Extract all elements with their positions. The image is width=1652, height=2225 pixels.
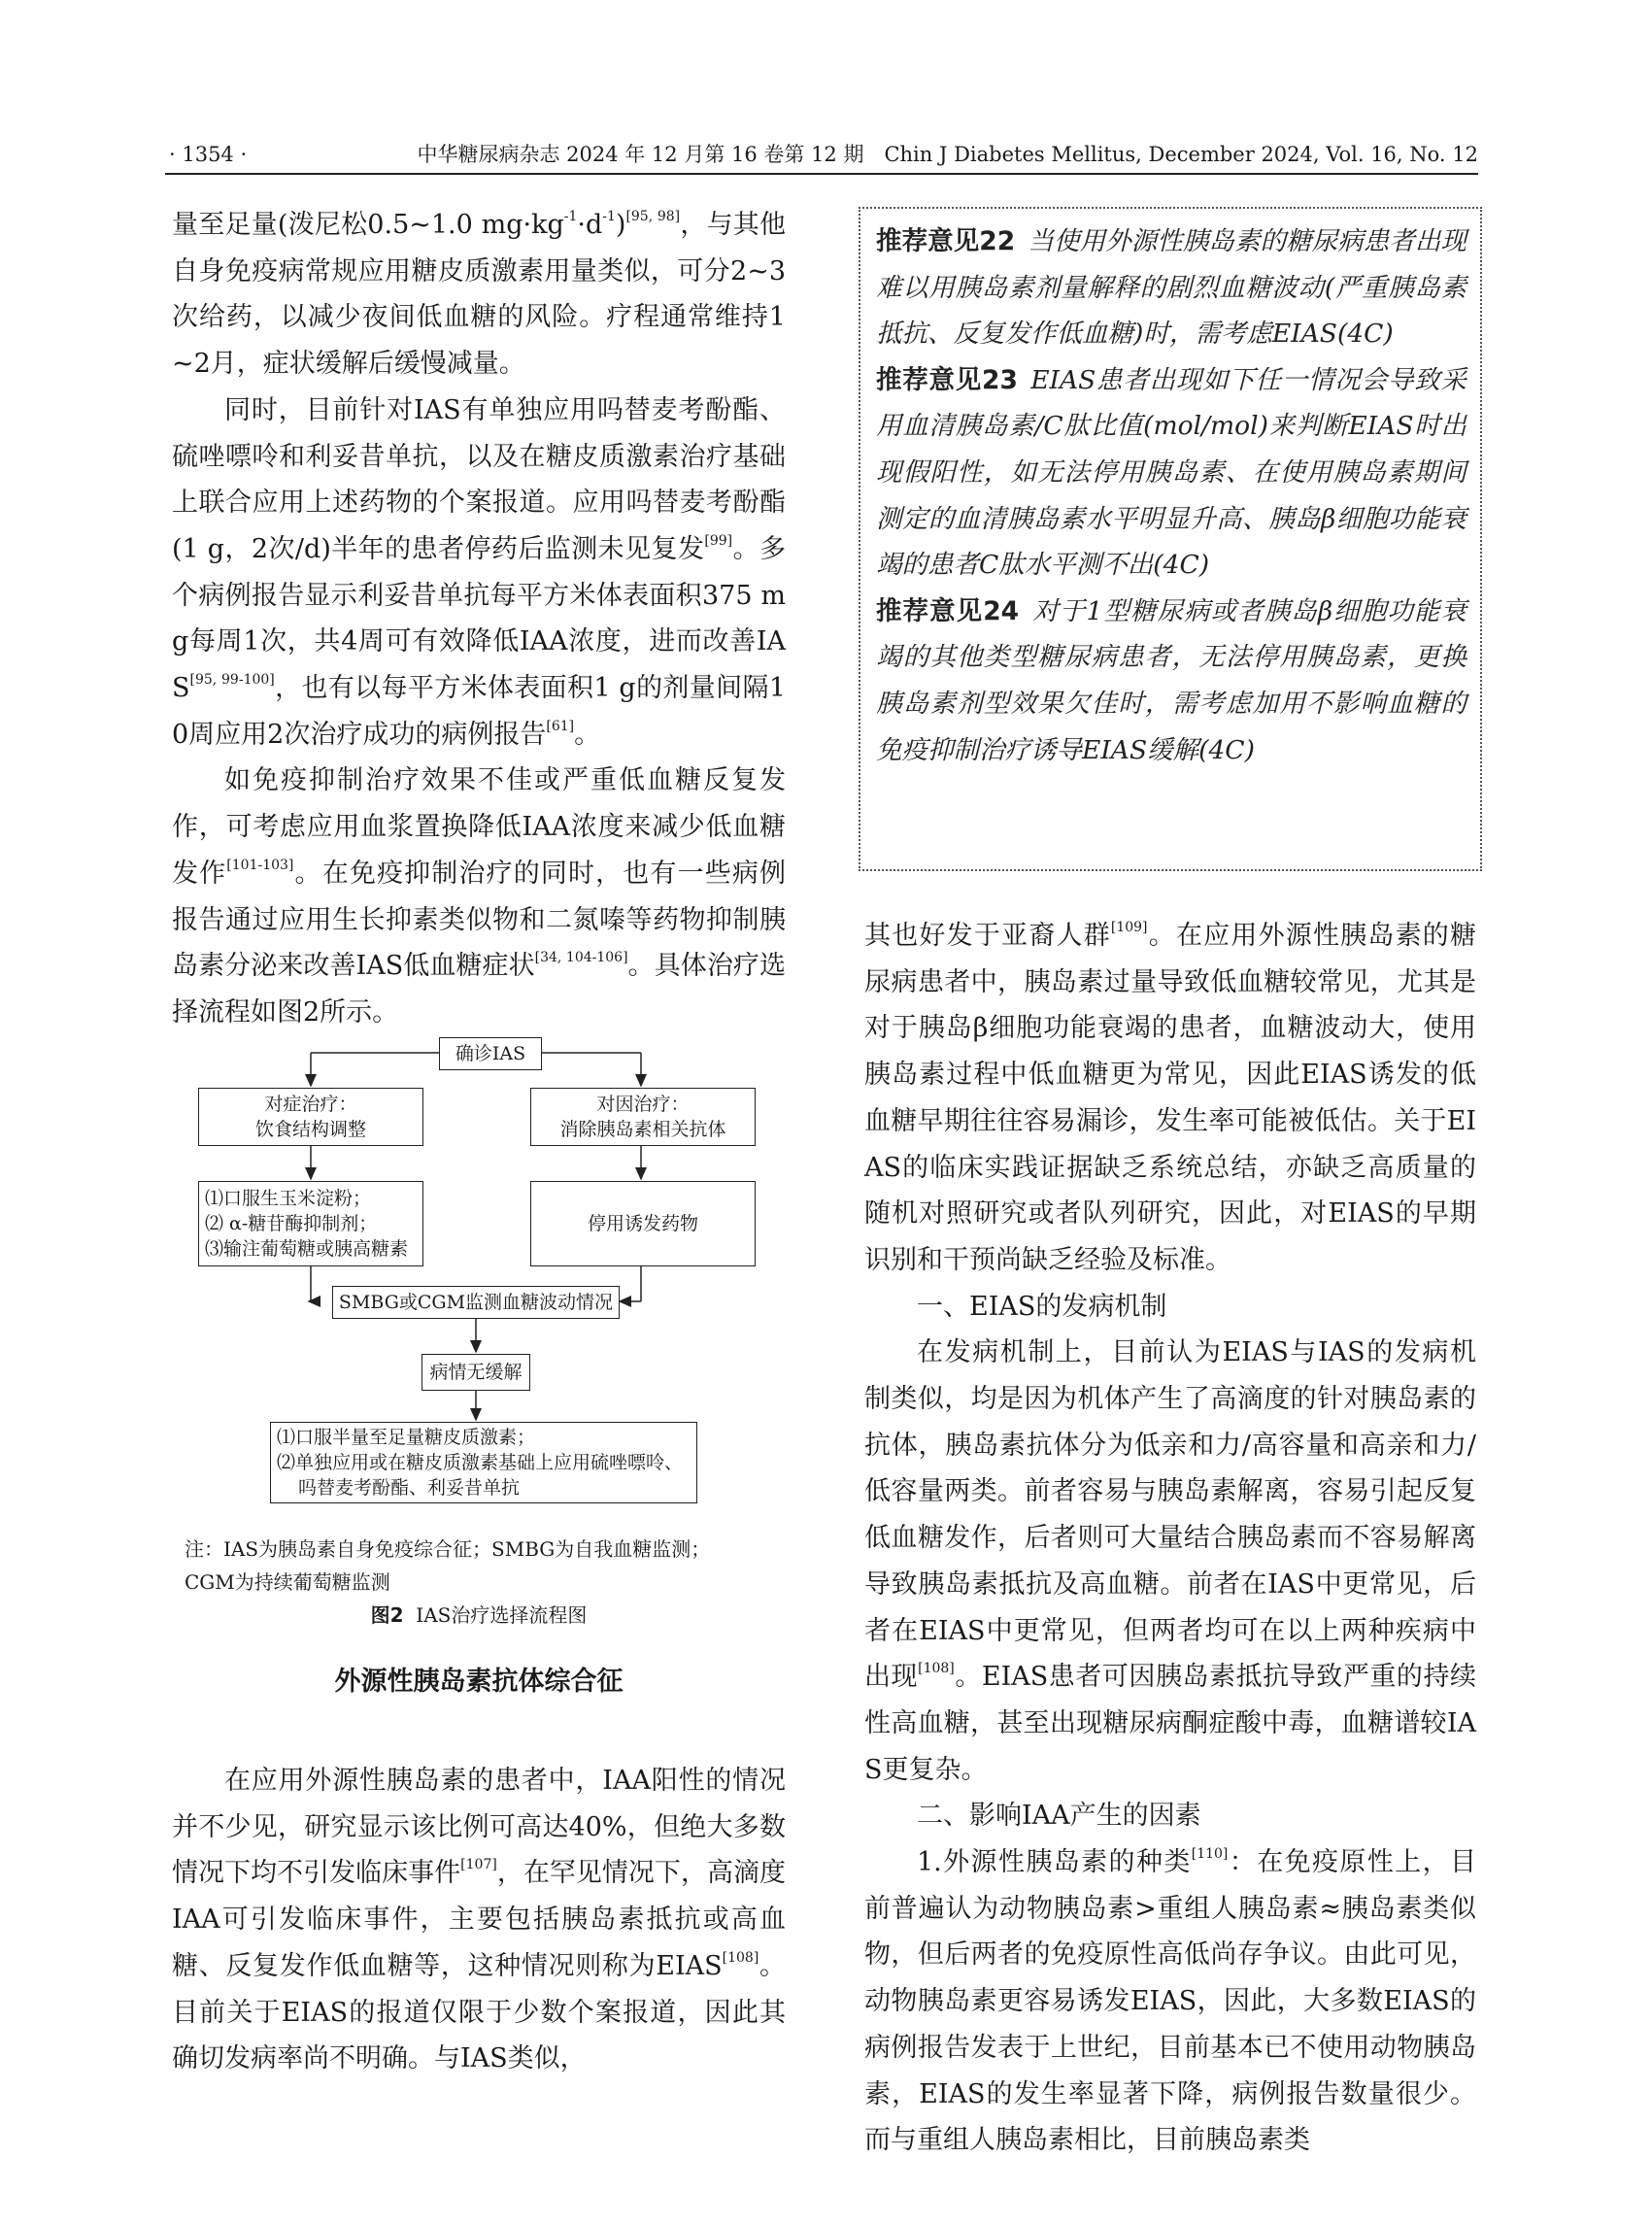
- box-confirm-ias: 确诊IAS: [439, 1037, 542, 1070]
- paragraph-eias-intro: 在应用外源性胰岛素的患者中，IAA阳性的情况并不少见，研究显示该比例可高达40%，但绝大多数情况下均不引发临床事件[107]，在罕见情况下，高滴度IAA可引发临床事件，主要包括胰岛素抵抗或高血糖、反复发作低血糖等，这种情况则称为EIAS[108]。目前关于EIAS的报道仅限于少数个案报道，因此其确切发病率尚不明确。与IAS类似，: [172, 1766, 786, 2074]
- paragraph-insulin-types: 1.外源性胰岛素的种类[110]：在免疫原性上，目前普遍认为动物胰岛素>重组人胰岛素≈胰岛素类似物，但后两者的免疫原性高低尚存争议。由此可见，动物胰岛素更容易诱发EIAS，因此，大多数EIAS的病例报告发表于上世纪，目前基本已不使用动物胰岛素，EIAS的发生率显著下降，病例报告数量很少。而与重组人胰岛素相比，目前胰岛素类: [864, 1846, 1476, 2156]
- box-etiologic-treatment: 对因治疗： 消除胰岛素相关抗体: [530, 1088, 756, 1146]
- running-header: [165, 136, 1478, 175]
- page-number: · 1354 ·: [169, 143, 248, 166]
- box-stop-inducing-drug: 停用诱发药物: [530, 1181, 756, 1266]
- citation: [107]: [460, 1857, 497, 1873]
- figure-label: 图2: [370, 1603, 404, 1627]
- recommendation-box: [859, 207, 1482, 871]
- paragraph-pathogenesis: 在发病机制上，目前认为EIAS与IAS的发病机制类似，均是因为机体产生了高滴度的针对胰岛素的抗体，胰岛素抗体分为低亲和力/高容量和高亲和力/低容量两类。前者容易与胰岛素解离，容易引起反复低血糖发作，后者则可大量结合胰岛素而不容易解离导致胰岛素抵抗及高血糖。前者在IAS中更常见，后者在EIAS中更常见，但两者均可在以上两种疾病中出现[108]。EIAS患者可因胰岛素抵抗导致严重的持续性高血糖，甚至出现糖尿病酮症酸中毒，血糖谱较IAS更复杂。: [864, 1337, 1477, 1785]
- paragraph-plasma-exchange: 如免疫抑制治疗效果不佳或严重低血糖反复发作，可考虑应用血浆置换降低IAA浓度来减少低血糖发作[101-103]。在免疫抑制治疗的同时，也有一些病例报告通过应用生长抑素类似物和二氮嗪等药物抑制胰岛素分泌来改善IAS低血糖症状[34, 104-106]。具体治疗选择流程如图2所示。: [172, 765, 787, 1028]
- section-heading-eias: 外源性胰岛素抗体综合征: [334, 1667, 624, 1697]
- paragraph-eias-epidemiology: 其也好发于亚裔人群[109]。在应用外源性胰岛素的糖尿病患者中，胰岛素过量导致低血糖较常见，尤其是对于胰岛β细胞功能衰竭的患者，血糖波动大，使用胰岛素过程中低血糖更为常见，因此EIAS诱发的低血糖早期往往容易漏诊，发生率可能被低估。关于EIAS的临床实践证据缺乏系统总结，亦缺乏高质量的随机对照研究或者队列研究，因此，对EIAS的早期识别和干预尚缺乏经验及标准。: [864, 920, 1477, 1275]
- left-column-top: [172, 202, 786, 1036]
- citation: [110]: [1191, 1846, 1229, 1863]
- recommendation-22: 推荐意见22 当使用外源性胰岛素的糖尿病患者出现难以用胰岛素剂量解释的剧烈血糖波动(严重胰岛素抵抗、反复发作低血糖)时，需考虑EIAS(4C): [876, 226, 1467, 350]
- paragraph-steroid-dose: 量至足量(泼尼松0.5~1.0 $mg\cdot kg^{-1}\cdot d^{-1})[95, 98]$，与其他自身免疫病常规应用糖皮质激素用量类似，可分2~3次给药，以减少夜间低血糖的风险。疗程通常维持1~2月，症状缓解后缓慢减量。: [172, 209, 787, 380]
- box-no-relief: 病情无缓解: [421, 1354, 530, 1391]
- paragraph-immunosuppression: 同时，目前针对IAS有单独应用吗替麦考酚酯、硫唑嘌呤和利妥昔单抗，以及在糖皮质激素治疗基础上联合应用上述药物的个案报道。应用吗替麦考酚酯(1 g，2次/d)半年的患者停药后监测未见复发[99]。多个病例报告显示利妥昔单抗每平方米体表面积375 mg每周1次，共4周可有效降低IAA浓度，进而改善IAS[95, 99-100]，也有以每平方米体表面积1 g的剂量间隔10周应用2次治疗成功的病例报告[61]。: [172, 394, 787, 750]
- box-symptomatic-treatment: 对症治疗： 饮食结构调整: [198, 1088, 423, 1146]
- citation: [109]: [1110, 920, 1148, 935]
- left-column-bottom: [172, 1758, 786, 2082]
- subheading-pathogenesis: 一、EIAS的发病机制: [917, 1291, 1167, 1322]
- box-further-treatment: ⑴口服半量至足量糖皮质激素； ⑵单独应用或在糖皮质激素基础上应用硫唑嘌呤、 吗替麦考酚酯、利妥昔单抗: [270, 1422, 697, 1503]
- figure-caption: 图2 IAS治疗选择流程图: [370, 1603, 588, 1627]
- citation: [99]: [704, 532, 733, 549]
- citation: [108]: [918, 1661, 955, 1677]
- right-column: [864, 913, 1476, 2164]
- citation: [95, 98]: [625, 209, 681, 224]
- recommendation-23: 推荐意见23 EIAS患者出现如下任一情况会导致采用血清胰岛素/C肽比值(mol/mol)来判断EIAS时出现假阳性，如无法停用胰岛素、在使用胰岛素期间测定的血清胰岛素水平明显升高、胰岛β细胞功能衰竭的患者C肽水平测不出(4C): [876, 364, 1467, 581]
- citation: [108]: [722, 1949, 759, 1966]
- citation: [101-103]: [226, 857, 294, 873]
- box-glucose-monitoring: SMBG或CGM监测血糖波动情况: [332, 1286, 620, 1319]
- subheading-iaa-factors: 二、影响IAA产生的因素: [917, 1801, 1201, 1832]
- ias-treatment-flowchart: [185, 1029, 787, 1534]
- box-symptomatic-measures: ⑴口服生玉米淀粉； ⑵ α-糖苷酶抑制剂； ⑶输注葡萄糖或胰高糖素: [198, 1181, 423, 1266]
- journal-info: 中华糖尿病杂志 2024 年 12 月第 16 卷第 12 期 Chin J Diabetes Mellitus, December 2024, Vol. 16, No. 12: [417, 143, 1478, 166]
- recommendation-24: 推荐意见24 对于1型糖尿病或者胰岛β细胞功能衰竭的其他类型糖尿病患者，无法停用胰岛素，更换胰岛素剂型效果欠佳时，需考虑加用不影响血糖的免疫抑制治疗诱导EIAS缓解(4C): [876, 595, 1467, 765]
- figure-note: 注：IAS为胰岛素自身免疫综合征；SMBG为自我血糖监测； CGM为持续葡萄糖监测: [185, 1537, 711, 1594]
- citation: [61]: [546, 718, 575, 734]
- citation: [34, 104-106]: [534, 950, 628, 966]
- citation: [95, 99-100]: [189, 672, 275, 689]
